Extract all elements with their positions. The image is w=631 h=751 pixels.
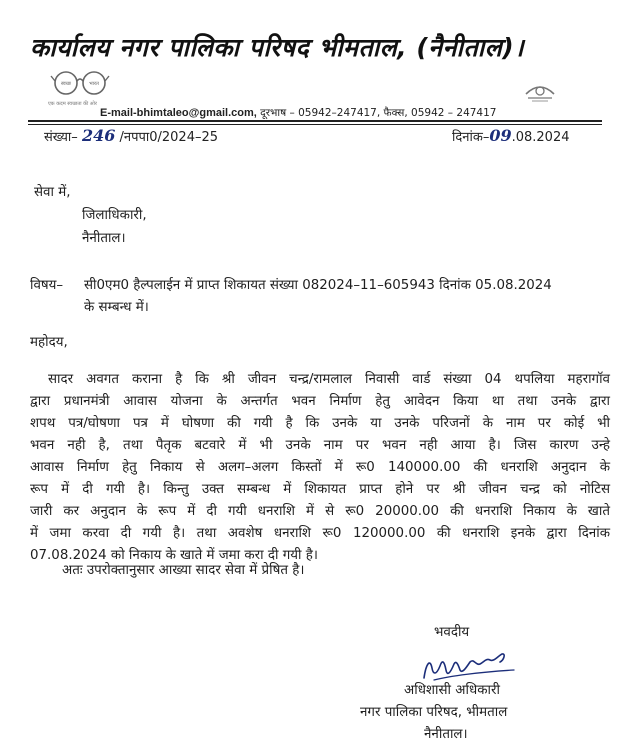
reference-date xyxy=(452,126,570,145)
signoff-office: नगर पालिका परिषद, भीमताल xyxy=(360,705,508,720)
body-line: में जमा करवा दी गयी है। तथा अवशेष धनराशि रू0 120000.00 की धनराशि इनके द्वारा दिनांक xyxy=(30,526,610,541)
reference-label: संख्या– xyxy=(44,130,78,145)
office-code: /नपपा0/2024–25 xyxy=(119,130,219,145)
body-line: भवन नही है, तथा पैतृक बटवारे में भी उनके नाम पर भवन नही आया है। जिस कारण उन्हे xyxy=(30,438,610,453)
subject-line-1: सी0एम0 हैल्पलाईन में प्राप्त शिकायत संख्या 082024–11–605943 दिनांक 05.08.2024 xyxy=(84,278,552,293)
body-line: सादर अवगत कराना है कि श्री जीवन चन्द्र/रामलाल निवासी वार्ड संख्या 04 थपलिया महरागॉव xyxy=(48,372,610,387)
emblem-caption: एक कदम स्वच्छता की ओर xyxy=(48,101,97,107)
body-line: जारी कर अनुदान के रूप में दी गयी धनराशि में से रू0 20000.00 की धनराशि निकाय के खाते xyxy=(30,504,610,519)
phone-fax-text: दूरभाष – 05942–247417, फैक्स, 05942 – 247417 xyxy=(260,107,497,119)
date-rest: .08.2024 xyxy=(511,130,570,145)
reference-number xyxy=(44,126,218,145)
body-line: 07.08.2024 को निकाय के खाते में जमा करा दी गयी है। xyxy=(30,548,318,563)
svg-text:स्वच्छ: स्वच्छ xyxy=(60,81,72,87)
body-line: शपथ पत्र/घोषणा पत्र में घोषणा की गयी है कि उनके या उनके परिजनों के नाम पर कोई भी xyxy=(30,416,610,431)
greeting: महोदय, xyxy=(30,335,68,350)
header-rule-thin xyxy=(28,124,602,125)
swachh-bharat-emblem-icon xyxy=(50,66,110,100)
handwritten-date-day: 09 xyxy=(489,126,512,145)
addressee-salutation: सेवा में, xyxy=(34,185,71,200)
addressee-line-2: नैनीताल। xyxy=(82,231,126,246)
body-line: रूप में दी गयी है। किन्तु उक्त सम्बन्ध में शिकायत प्राप्त होने पर श्री जीवन चन्द्र को नोटिस xyxy=(30,482,610,497)
date-label: दिनांक– xyxy=(452,130,490,145)
closing-line: अतः उपरोक्तानुसार आख्या सादर सेवा में प्रेषित है। xyxy=(62,563,305,578)
body-line: द्वारा प्रधानमंत्री आवास योजना के अन्तर्गत भवन निर्माण हेतु आवेदन किया था तथा उनके द्वारा xyxy=(30,394,610,409)
signoff-yours: भवदीय xyxy=(434,625,470,640)
contact-line xyxy=(100,106,496,120)
municipal-logo-icon xyxy=(522,76,558,104)
handwritten-reference-number: 246 xyxy=(81,126,116,145)
body-paragraph xyxy=(30,369,610,567)
body-line: आवास निर्माण हेतु निकाय से अलग–अलग किस्तों में रू0 140000.00 की धनराशि अनुदान के xyxy=(30,460,610,475)
email-text: E-mail-bhimtaleo@gmail.com, xyxy=(100,107,257,119)
letterhead-title: कार्यालय नगर पालिका परिषद भीमताल, (नैनीताल)। xyxy=(30,33,525,62)
addressee-line-1: जिलाधिकारी, xyxy=(82,208,147,223)
subject-label: विषय– xyxy=(30,278,64,293)
header-rule xyxy=(28,120,602,122)
signoff-place: नैनीताल। xyxy=(424,727,468,742)
signoff-designation: अधिशासी अधिकारी xyxy=(404,683,500,698)
svg-text:भारत: भारत xyxy=(89,81,99,87)
subject-line-2: के सम्बन्ध में। xyxy=(84,300,149,315)
